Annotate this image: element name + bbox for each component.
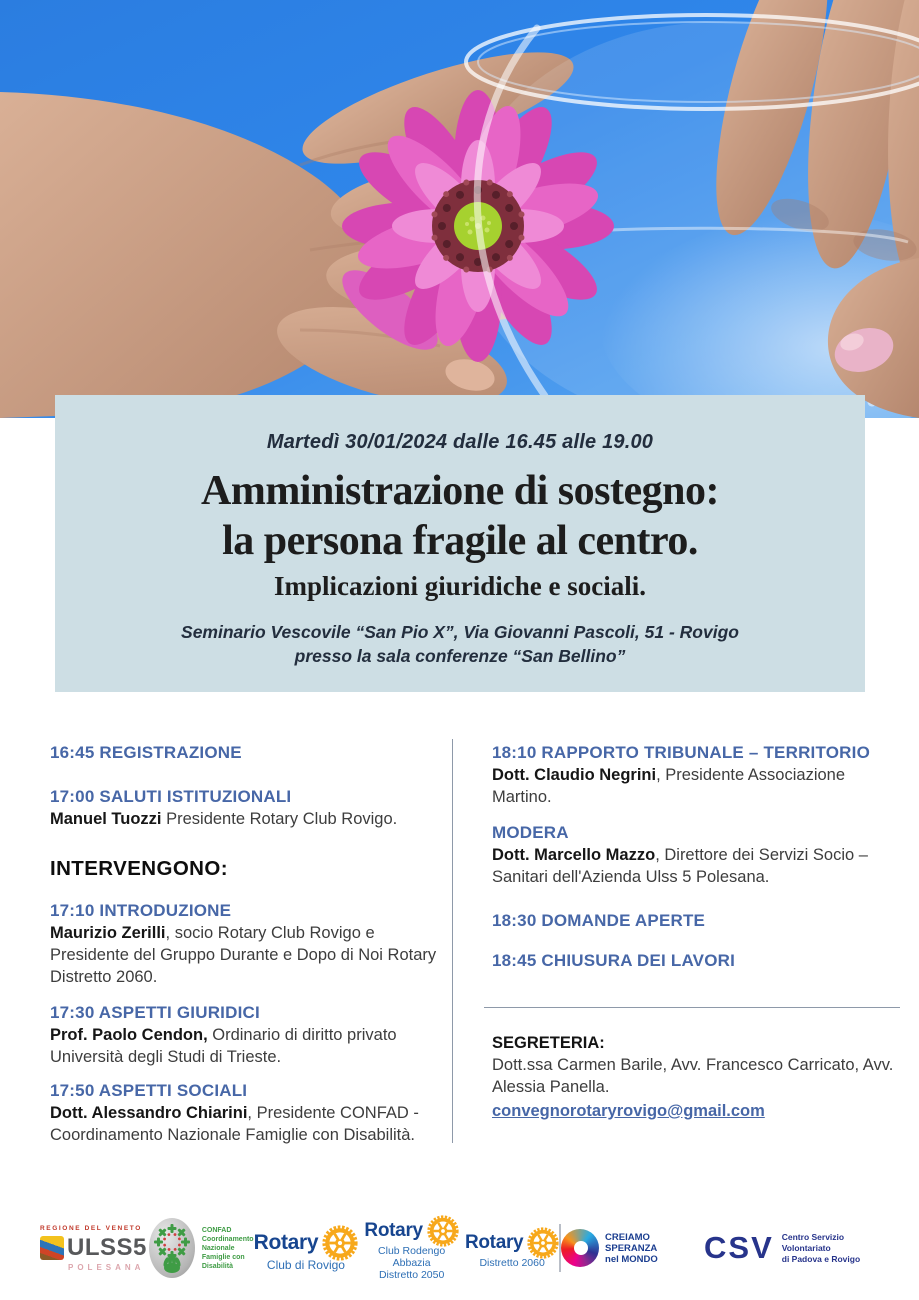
slot-description xyxy=(50,922,452,988)
speaker-role: , Presidente CONFAD - Coordinamento Nazionale Famiglie con Disabilità. xyxy=(50,1104,419,1144)
slot-heading-aspetti-sociali: 17:50 ASPETTI SOCIALI xyxy=(50,1081,248,1100)
slot-heading-domande: 18:30 DOMANDE APERTE xyxy=(492,911,706,930)
hands-flower-bowl-photo xyxy=(0,0,919,418)
csv-wordmark: CSV xyxy=(704,1230,774,1265)
photo-illustration xyxy=(0,0,919,418)
schedule-right-column xyxy=(492,737,902,972)
ulss-name: ULSS5 xyxy=(67,1233,147,1261)
slot-description xyxy=(492,764,902,808)
speaker-role: Presidente Rotary Club Rovigo. xyxy=(161,810,398,828)
rotary-wordmark: Rotary xyxy=(464,1232,524,1253)
ulss-sub-label: POLESANA xyxy=(68,1262,145,1272)
slot-heading-introduzione: 17:10 INTRODUZIONE xyxy=(50,901,232,920)
rotary-wordmark: Rotary xyxy=(364,1220,423,1241)
event-date: Martedì 30/01/2024 dalle 16.45 alle 19.00 xyxy=(266,431,654,453)
event-title-line1: Amministrazione di sostegno: xyxy=(201,468,719,514)
rotary-sub-label: Club di Rovigo xyxy=(266,1257,345,1272)
segreteria-names: Dott.ssa Carmen Barile, Avv. Francesco Carricato, Avv. Alessia Panella. xyxy=(492,1056,894,1096)
slot-description xyxy=(50,1024,452,1068)
speaker-name: Manuel Tuozzi xyxy=(50,810,162,828)
rotary-sub-label: Club Rodengo Abbazia Distretto 2050 xyxy=(378,1245,446,1281)
speranza-text: CREIAMO SPERANZA nel MONDO xyxy=(605,1231,658,1265)
slot-heading-registrazione: 16:45 REGISTRAZIONE xyxy=(50,743,242,762)
slot-heading-modera: MODERA xyxy=(492,823,569,842)
schedule-left-column xyxy=(50,737,452,1146)
speaker-name: Prof. Paolo Cendon, xyxy=(50,1026,208,1044)
csv-text: Centro Servizio Volontariato di Padova e Rovigo xyxy=(781,1231,861,1264)
venue-line2: presso la sala conferenze “San Bellino” xyxy=(294,646,626,667)
rotary-distretto-2060-logo xyxy=(465,1227,559,1269)
slot-heading-rapporto: 18:10 RAPPORTO TRIBUNALE – TERRITORIO xyxy=(492,743,870,762)
speaker-role: , Direttore dei Servizi Socio – Sanitari dell'Azienda Ulss 5 Polesana. xyxy=(492,846,868,886)
event-title xyxy=(55,467,865,566)
slot-heading-chiusura: 18:45 CHIUSURA DEI LAVORI xyxy=(492,951,736,970)
speaker-role: , Presidente Associazione Martino. xyxy=(492,766,846,806)
event-venue xyxy=(55,620,865,668)
segreteria-divider-line xyxy=(484,1007,900,1008)
rotary-sub-label: Distretto 2060 xyxy=(479,1257,545,1269)
venue-line1: Seminario Vescovile “San Pio X”, Via Giovanni Pascoli, 51 - Rovigo xyxy=(181,622,739,643)
partner-logos-row xyxy=(40,1203,894,1293)
slot-description xyxy=(492,844,902,888)
confad-oval-icon xyxy=(147,1216,197,1280)
rotary-wheel-icon xyxy=(427,1215,459,1247)
ulss5-logo xyxy=(40,1225,147,1272)
rotary-wordmark: Rotary xyxy=(253,1230,319,1254)
slot-heading-aspetti-giuridici: 17:30 ASPETTI GIURIDICI xyxy=(50,1003,260,1022)
slot-description xyxy=(50,1102,452,1146)
ulss-region-label: REGIONE DEL VENETO xyxy=(40,1224,142,1232)
speaker-name: Dott. Alessandro Chiarini xyxy=(50,1104,248,1122)
speaker-name: Dott. Claudio Negrini xyxy=(492,766,657,784)
speaker-role: Ordinario di diritto privato Università degli Studi di Trieste. xyxy=(50,1026,397,1066)
email-link[interactable]: convegnorotaryrovigo@gmail.com xyxy=(492,1102,765,1120)
segreteria-section xyxy=(492,1032,902,1121)
segreteria-label: SEGRETERIA: xyxy=(492,1034,605,1052)
confad-text: CONFAD Coordinamento Nazionale Famiglie con Disabilità xyxy=(201,1226,254,1270)
slot-heading-saluti: 17:00 SALUTI ISTITUZIONALI xyxy=(50,787,292,806)
rotary-wheel-icon xyxy=(527,1227,559,1259)
speaker-role: , socio Rotary Club Rovigo e Presidente del Gruppo Durante e Dopo di Noi Rotary Distretto 2060. xyxy=(50,924,437,986)
section-label-intervengono: INTERVENGONO: xyxy=(50,857,228,880)
slot-description xyxy=(50,808,452,830)
rotary-rodengo-abbazia-logo xyxy=(358,1215,465,1281)
rotary-club-rovigo-logo xyxy=(254,1225,359,1272)
confad-logo xyxy=(147,1216,254,1280)
creiamo-speranza-logo xyxy=(561,1229,704,1267)
event-title-line2: la persona fragile al centro. xyxy=(222,517,698,564)
event-header-box xyxy=(55,395,865,692)
column-divider-line xyxy=(452,739,453,1143)
rotary-wheel-icon xyxy=(322,1225,358,1261)
speaker-name: Maurizio Zerilli xyxy=(50,924,166,942)
speaker-name: Dott. Marcello Mazzo xyxy=(492,846,656,864)
veneto-crest-icon xyxy=(40,1236,64,1260)
speranza-swirl-icon xyxy=(561,1229,599,1267)
csv-logo xyxy=(704,1230,894,1266)
event-subtitle: Implicazioni giuridiche e sociali. xyxy=(274,571,646,602)
